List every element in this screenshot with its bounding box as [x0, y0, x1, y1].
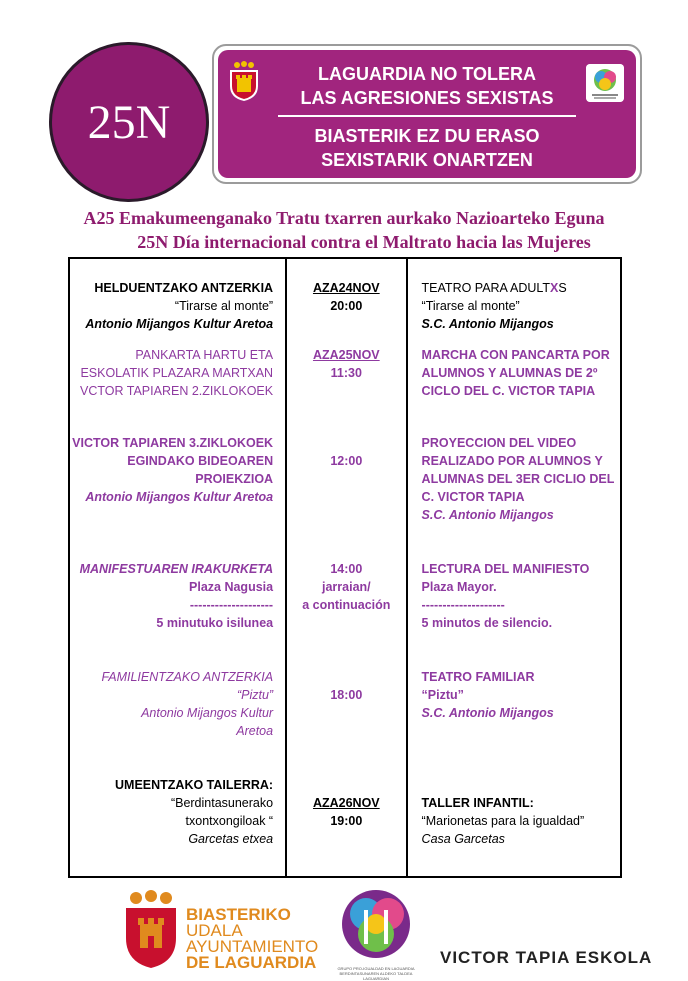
banner-line-2: LAS AGRESIONES SEXISTAS	[300, 88, 554, 108]
event-basque	[69, 668, 286, 768]
schedule-table	[68, 257, 622, 878]
event-venue: S.C. Antonio Mijangos	[421, 706, 554, 720]
event-basque	[69, 346, 286, 434]
event-time	[286, 346, 406, 434]
event-hour: 14:00	[330, 562, 363, 576]
event-line: PROYECCION DEL VIDEO	[421, 436, 577, 450]
event-title: TALLER INFANTIL:	[421, 796, 534, 810]
event-line: EGINDAKO BIDEOAREN	[127, 454, 274, 468]
event-separator: --------------------	[189, 598, 274, 612]
footer-org-line-1: BIASTERIKO	[186, 905, 291, 924]
header-banner	[212, 44, 642, 184]
table-row	[69, 768, 621, 877]
event-venue: Casa Garcetas	[421, 832, 505, 846]
event-line: 5 minutuko isilunea	[156, 616, 274, 630]
banner-body	[218, 50, 636, 178]
event-venue: Aretoa	[236, 724, 274, 738]
footer-group-line-2: BERDINTASUNAREN ALDEKO TALDEA LAGUARDIAN	[339, 971, 413, 981]
event-line: VCTOR TAPIAREN 2.ZIKLOKOEK	[79, 384, 274, 398]
footer-org-line-2: UDALA	[186, 921, 243, 940]
event-venue: Antonio Mijangos Kultur Aretoa	[85, 490, 274, 504]
event-spanish	[407, 258, 621, 346]
event-note: jarraian/	[322, 580, 371, 594]
footer-org-line-3: AYUNTAMIENTO	[186, 937, 319, 956]
event-spanish	[407, 346, 621, 434]
event-hour: 12:00	[330, 454, 363, 468]
event-venue: S.C. Antonio Mijangos	[421, 508, 554, 522]
event-spanish	[407, 668, 621, 768]
event-venue: Plaza Mayor.	[421, 580, 497, 594]
event-date: AZA25NOV	[312, 348, 380, 362]
banner-line-3: BIASTERIK EZ DU ERASO	[314, 126, 540, 146]
event-hour: 11:30	[330, 366, 362, 380]
table-row	[69, 560, 621, 668]
event-title: LECTURA DEL MANIFIESTO	[421, 562, 590, 576]
subtitle-basque: A25 Emakumeenganako Tratu txarren aurkako Nazioarteko Eguna	[83, 208, 605, 228]
banner-divider	[278, 115, 576, 117]
event-name: “Tirarse al monte”	[421, 299, 520, 313]
equality-group-logo-icon	[586, 64, 624, 102]
badge-text: 25N	[87, 95, 171, 149]
event-time	[286, 768, 406, 877]
event-date: AZA24NOV	[312, 281, 380, 295]
event-separator: --------------------	[421, 598, 505, 612]
event-title: UMEENTZAKO TAILERRA:	[115, 778, 274, 792]
event-name: “Piztu”	[421, 688, 464, 702]
event-date: AZA26NOV	[312, 796, 380, 810]
event-line: VICTOR TAPIAREN 3.ZIKLOKOEK	[72, 436, 274, 450]
table-row	[69, 668, 621, 768]
event-name: “Berdintasunerako	[170, 796, 274, 810]
event-title: TEATRO FAMILIAR	[421, 670, 535, 684]
event-line: CICLO DEL C. VICTOR TAPIA	[421, 384, 596, 398]
equality-group-logo-icon	[336, 886, 416, 972]
event-hour: 20:00	[330, 299, 363, 313]
event-line: ESKOLATIK PLAZARA MARTXAN	[80, 366, 274, 380]
event-name: txontxongiloak “	[185, 814, 274, 828]
event-venue: Antonio Mijangos Kultur	[141, 706, 274, 720]
event-note: a continuación	[302, 598, 391, 612]
event-title: TEATRO PARA ADULTXS	[421, 281, 567, 295]
footer-group-caption	[330, 966, 422, 981]
event-basque	[69, 258, 286, 346]
table-row	[69, 346, 621, 434]
event-line: ALUMNAS DEL 3ER CICLIO DEL	[421, 472, 615, 486]
event-spanish	[407, 560, 621, 668]
event-line: C. VICTOR TAPIA	[421, 490, 525, 504]
event-venue: Garcetas etxea	[188, 832, 274, 846]
subtitle-spanish: 25N Día internacional contra el Maltrato hacia las Mujeres	[137, 232, 591, 252]
event-hour: 18:00	[330, 688, 363, 702]
event-spanish	[407, 768, 621, 877]
event-time	[286, 668, 406, 768]
event-venue: S.C. Antonio Mijangos	[421, 317, 554, 331]
event-line: MARCHA CON PANCARTA POR	[421, 348, 610, 362]
event-line: ALUMNOS Y ALUMNAS DE 2º	[421, 366, 598, 380]
event-venue: Plaza Nagusia	[189, 580, 274, 594]
event-spanish	[407, 434, 621, 560]
event-line: PANKARTA HARTU ETA	[135, 348, 274, 362]
event-time	[286, 560, 406, 668]
event-time	[286, 434, 406, 560]
event-title: FAMILIENTZAKO ANTZERKIA	[101, 670, 274, 684]
banner-line-1: LAGUARDIA NO TOLERA	[318, 64, 536, 84]
footer-group-line-1: GRUPO PRO-IGUALDAD EN LAGUARDIA	[337, 966, 415, 971]
footer-school-name: VICTOR TAPIA ESKOLA	[440, 948, 653, 967]
event-hour: 19:00	[330, 814, 363, 828]
event-line: REALIZADO POR ALUMNOS Y	[421, 454, 603, 468]
event-name: “Piztu”	[236, 688, 274, 702]
laguardia-crest-icon	[122, 890, 180, 970]
badge-25n	[49, 42, 209, 202]
table-row	[69, 434, 621, 560]
table-row	[69, 258, 621, 346]
event-line: PROIEKZIOA	[195, 472, 274, 486]
event-title: MANIFESTUAREN IRAKURKETA	[79, 562, 274, 576]
event-basque	[69, 560, 286, 668]
banner-line-4: SEXISTARIK ONARTZEN	[321, 150, 533, 170]
event-name: “Tirarse al monte”	[174, 299, 274, 313]
event-venue: Antonio Mijangos Kultur Aretoa	[85, 317, 274, 331]
event-basque	[69, 768, 286, 877]
footer-org-line-4: DE LAGUARDIA	[186, 953, 317, 972]
event-basque	[69, 434, 286, 560]
event-name: “Marionetas para la igualdad”	[421, 814, 585, 828]
event-title: HELDUENTZAKO ANTZERKIA	[94, 281, 274, 295]
event-time	[286, 258, 406, 346]
event-line: 5 minutos de silencio.	[421, 616, 553, 630]
